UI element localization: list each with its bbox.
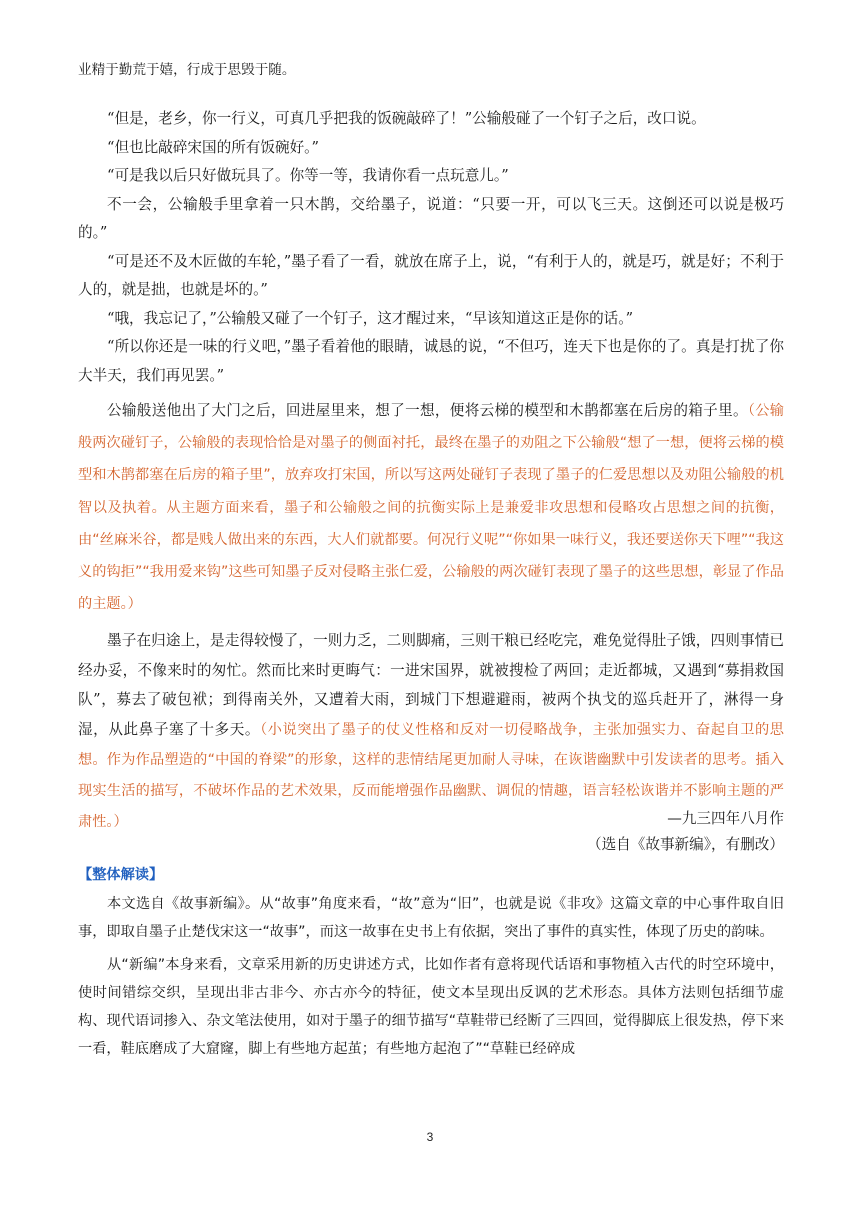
page-number: 3 — [426, 1130, 434, 1144]
intro-line: 业精于勤荒于嬉，行成于思毁于随。 — [78, 62, 296, 78]
annotated-paragraph-1 — [78, 395, 784, 620]
dialogue-section — [78, 105, 784, 390]
section-heading: 【整体解读】 — [78, 867, 164, 883]
annotation-note: （公输般两次碰钉子，公输般的表现恰恰是对墨子的侧面衬托，最终在墨子的劝阻之下公输般“想了一想，便将云梯的模型和木鹊都塞在后房的箱子里”，放弃攻打宋国，所以写这两处碰钉子表现了墨子的仁爱思想以及劝阻公输般的机智以及执着。从主题方面来看，墨子和公输般之间的抗衡实际上是兼爱非攻思想和侵略攻占思想之间的抗衡，由“丝麻米谷，都是贱人做出来的东西，大人们就都要。何况行义呢”“你如果一味行义，我还要送你天下哩”“我这义的钩拒”“我用爱来钩”这些可知墨子反对侵略主张仁爱，公输般的两次碰钉表现了墨子的这些思想，彰显了作品的主题。） — [78, 403, 784, 613]
paragraph-text: 墨子在归途上，是走得较慢了，一则力乏，二则脚痛，三则干粮已经吃完，难免觉得肚子饿，四则事情已经办妥，不像来时的匆忙。然而比来时更晦气：一进宋国界，就被搜检了两回；走近都城，又遇到“募捐救国队”，募去了破包袱；到得南关外，又遭着大雨，到城门下想避避雨，被两个执戈的巡兵赶开了，淋得一身湿，从此鼻子塞了十多天。 — [78, 632, 784, 738]
analysis-paragraph: 本文选自《故事新编》。从“故事”角度来看，“故”意为“旧”，也就是说《非攻》这篇文章的中心事件取自旧事，即取自墨子止楚伐宋这一“故事”，而这一故事在史书上有依据，突出了事件的真实性，体现了历史的韵味。 — [78, 896, 784, 941]
analysis-section — [78, 890, 784, 1064]
paragraph: 不一会，公输般手里拿着一只木鹊，交给墨子，说道：“只要一开，可以飞三天。这倒还可以说是极巧的。” — [78, 195, 784, 241]
paragraph — [78, 626, 784, 837]
paragraph: “可是还不及木匠做的车轮，”墨子看了一看，就放在席子上，说，“有利于人的，就是巧，就是好；不利于人的，就是拙，也就是坏的。” — [78, 252, 784, 298]
paragraph: “哦，我忘记了，”公输般又碰了一个钉子，这才醒过来，“早该知道这正是你的话。” — [107, 309, 634, 327]
paragraph: “但是，老乡，你一行义，可真几乎把我的饭碗敲碎了！”公输般碰了一个钉子之后，改口说。 — [107, 110, 706, 127]
analysis-paragraph: 从“新编”本身来看，文章采用新的历史讲述方式，比如作者有意将现代话语和事物植入古代的时空环境中，使时间错综交织，呈现出非古非今、亦古亦今的特征，使文本呈现出反讽的艺术形态。具体方法则包括细节虚构、现代语词掺入、杂文笔法使用，如对于墨子的细节描写“草鞋带已经断了三四回，觉得脚底上很发热，停下来一看，鞋底磨成了大窟窿，脚上有些地方起茧；有些地方起泡了”“草鞋已经碎成 — [78, 956, 784, 1058]
annotated-paragraph-2 — [78, 626, 784, 837]
paragraph-text: 公输般送他出了大门之后，回进屋里来，想了一想，便将云梯的模型和木鹊都塞在后房的箱子里。 — [107, 402, 748, 419]
signoff-source: （选自《故事新编》，有删改） — [586, 836, 784, 853]
paragraph: “但也比敲碎宋国的所有饭碗好。” — [107, 138, 319, 156]
paragraph — [78, 395, 784, 620]
signoff-date: —九三四年八月作 — [667, 810, 784, 827]
paragraph: “可是我以后只好做玩具了。你等一等，我请你看一点玩意儿。” — [107, 167, 509, 184]
annotation-note: （小说突出了墨子的仗义性格和反对一切侵略战争，主张加强实力、奋起自卫的思想。作为作品塑造的“中国的脊梁”的形象，这样的悲情结尾更加耐人寻味，在诙谐幽默中引发读者的思考。插入现实生活的描写，不破坏作品的艺术效果，反而能增强作品幽默、调侃的情趣，语言轻松诙谐并不影响主题的严肃性。） — [78, 721, 784, 830]
paragraph: “所以你还是一味的行义吧，”墨子看着他的眼睛，诚恳的说，“不但巧，连天下也是你的了。真是打扰了你大半天，我们再见罢。” — [78, 338, 784, 384]
